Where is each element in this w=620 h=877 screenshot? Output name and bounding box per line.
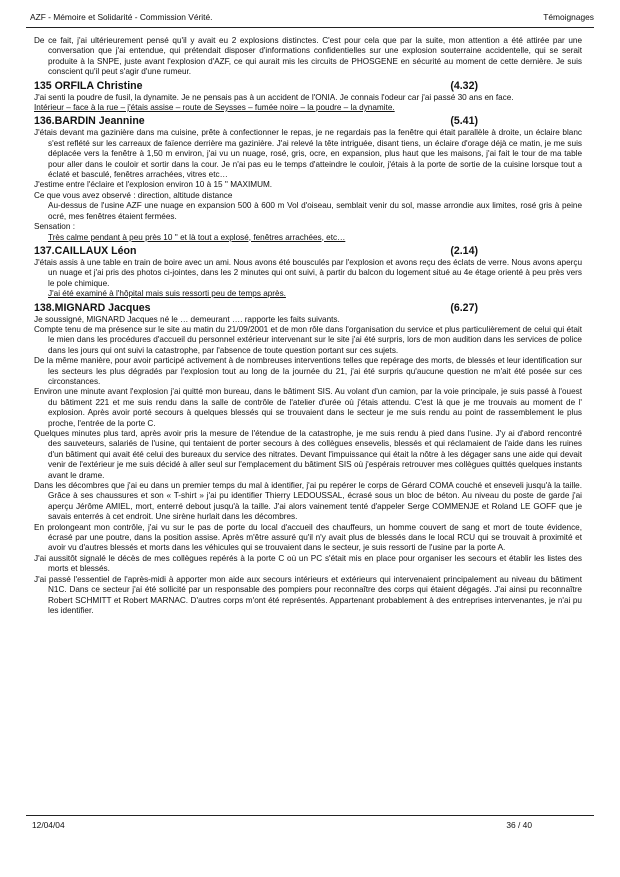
- entry-138-heading: [34, 302, 582, 315]
- header-title: AZF - Mémoire et Solidarité - Commission Vérité.: [30, 12, 213, 22]
- entry-name: 136.BARDIN Jeannine: [34, 115, 145, 128]
- entry-135-summary: Intérieur – face à la rue – j'étais assise – route de Seysses – fumée noire – la poudre – la dynamite.: [34, 103, 395, 113]
- entry-136-estimate: J'estime entre l'éclaire et l'explosion environ 10 à 15 '' MAXIMUM.: [34, 180, 273, 190]
- document-body: [34, 36, 582, 616]
- header-section: Témoignages: [543, 12, 594, 22]
- entry-138-paragraph: Compte tenu de ma présence sur le site au matin du 21/09/2001 et de mon rôle dans l'organisation du service et plus particulièrement de celui qui était le mien dans les procédures d'accueil du personnel extérieur intervenant sur le site j'ai été surpris, lors de mon audition dans les services de police dans les jours qui ont suivi la catastrophe, par l'absence de toute question portant sur ces sujets.: [34, 324, 582, 355]
- entry-136-sensation: Très calme pendant à peu près 10 '' et là tout a explosé, fenêtres arrachées, etc…: [48, 232, 346, 242]
- entry-137-heading: [34, 245, 582, 258]
- page-number: 36 / 40: [506, 820, 532, 830]
- entry-name: 135 ORFILA Christine: [34, 79, 143, 92]
- entry-score: (2.14): [450, 244, 478, 257]
- entry-score: (4.32): [450, 79, 478, 92]
- intro-paragraph: De ce fait, j'ai ultérieurement pensé qu'il y avait eu 2 explosions distinctes. C'est pour cela que par la suite, mon attention a été attirée par une conversation que j'ai entendue, qui prétendait disposer d'informations confidentielles sur une explosion souterraine accidentelle, qui se serait produite à la SNPE, juste avant l'explosion d'AZF, ce qui aurait mis les circuits de PHOSGENE en sécurité au moment de cette dernière. Je suis conscient qu'il peut s'agir d'une rumeur.: [34, 36, 582, 77]
- footer-date: 12/04/04: [32, 820, 65, 830]
- entry-score: (5.41): [450, 115, 478, 128]
- page-header: [26, 11, 594, 25]
- entry-136-text: J'étais devant ma gazinière dans ma cuisine, prête à confectionner le repas, je ne regardais pas la fenêtre qui était parallèle à droite, un éclaire blanc s'est reflété sur les carreaux de faïence derrière ma gazinière. J'ai relevé la tête intriguée, disant tiens, un éclaire d'orage déjà ce matin, je me suis déplacée vers la fenêtre à 1,50 m environ, j'ai vu un nuage, rosé, gris, ocre, en expansion, plus haut que les maisons, j'ai fait le tour de ma table pour aller dans le couloir et sortir dans la cour. Je n'ai pas eu le temps d'atteindre le couloir, j'étais à la porte de sortie de la cuisine lorsque tout a éclaté et basculé, fenêtres arrachées, vitres etc…: [34, 128, 582, 180]
- entry-136-observation: Au-dessus de l'usine AZF une nuage en expansion 500 à 600 m Vol d'oiseau, semblait venir du sol, masse arrondie aux limites, rosé gris à peine ocré, mes fenêtres étaient fermées.: [48, 201, 582, 221]
- entry-name: 138.MIGNARD Jacques: [34, 301, 151, 314]
- footer-rule: [26, 815, 594, 816]
- entry-135-text: J'ai senti la poudre de fusil, la dynamite. Je ne pensais pas à un accident de l'ONIA. Je connais l'odeur car j'ai passé 30 ans en face.: [34, 92, 514, 102]
- header-rule: [26, 27, 594, 28]
- entry-137-text: J'étais assis à une table en train de boire avec un ami. Nous avons été bousculés par l'explosion et avons reçu des éclats de verre. Nous avons aperçu un nuage et j'ai pris des photos ci-jointes, dans les 2 minutes qui ont suivi, à partir du balcon du logement situé au 4e étage orienté à peu près vers le pole chimique.: [34, 257, 582, 288]
- entry-136-sensation-label: Sensation :: [34, 222, 75, 232]
- entry-138-paragraph: J'ai passé l'essentiel de l'après-midi à apporter mon aide aux secours intérieurs et extérieurs qui intervenaient principalement au niveau du bâtiment N1C. Dans ce secteur j'ai été sollicité par un responsable des pompiers pour reconnaître des corps qui étaient dégagés. J'ai ainsi pu reconnaître Robert SCHMITT et Robert MARNAC. D'autres corps m'ont été représentés. Appartenant probablement à des entreprises intervenantes, je n'ai pu les identifier.: [34, 574, 582, 615]
- entry-138-paragraph: De la même manière, pour avoir participé activement à de nombreuses interventions telles que repérage des morts, de blessés et leur identification sur les secteurs les plus dégradés par l'explosion tout au long de la journée du 21, j'ai été surpris qu'aucune question ne m'ait été posée sur ces circonstances.: [34, 356, 582, 386]
- entry-136-heading: [34, 115, 582, 128]
- entry-138-paragraph: Environ une minute avant l'explosion j'ai quitté mon bureau, dans le bâtiment SIS. Au volant d'un camion, par la voie principale, je suis passé à l'ouest du bâtiment 221 et me suis rendu dans la salle de contrôle de l'atelier d'urée où j'étais attendu. C'est là que je me trouvais au moment de l' explosion. Après avoir porté secours à quelques blessés qui se trouvaient dans le secteur je me suis rendu au point de rassemblement le plus proche, l'entrée de la porte C.: [34, 387, 582, 428]
- entry-138-paragraph: En prolongeant mon contrôle, j'ai vu sur le pas de porte du local d'accueil des chauffeurs, un homme couvert de sang et mort de toute évidence, écrasé par une poutre, dans la position assise. Après m'être assuré qu'il n'y avait plus de blessés dans le local RCU qui se trouvait à proximité et avoir vu d'autres blessés et morts dans les véhicules qui se trouvaient dans le secteur, je suis ressorti de l'usine par la porte A.: [34, 522, 582, 553]
- entry-138-paragraph: J'ai aussitôt signalé le décès de mes collègues repérés à la porte C où un PC s'était mis en place pour organiser les secours et établir les listes des morts et blessés.: [34, 553, 582, 574]
- entry-138-paragraph: Dans les décombres que j'ai eu dans un premier temps du mal à identifier, j'ai pu repérer le corps de Gérard COMA couché et enseveli jusqu'à la taille. Grâce à ses chaussures et son « T-shirt » j'ai pu identifier Thierry LEDOUSSAL, écrasé sous un bloc de béton. Au niveau du poste de garde j'ai aperçu Jérôme AMIEL, mort, enterré debout jusqu'à la taille. J'ai alors vainement tenté d'appeler Serge COMMENJE et Roland LE GOFF que je savais enterrés à cet endroit. Une sirène hurlait dans les décombres.: [34, 481, 582, 522]
- entry-136-question: Ce que vous avez observé : direction, altitude distance: [34, 190, 233, 200]
- entry-name: 137.CAILLAUX Léon: [34, 244, 137, 257]
- entry-score: (6.27): [450, 301, 478, 314]
- entry-138-paragraph: Je soussigné, MIGNARD Jacques né le … demeurant …. rapporte les faits suivants.: [34, 314, 340, 324]
- entry-138-paragraph: Quelques minutes plus tard, après avoir pris la mesure de l'étendue de la catastrophe, je me suis rendu à pied dans l'usine. J'y ai d'abord rencontré des sauveteurs, salariés de l'usine, qui tentaient de porter secours à des collègues ensevelis, blessés et qui réclamaient de l'aide dans les ruines d'un bâtiment qui avait été celui des bureaux du service des nitrates. Devant l'impuissance qui était la nôtre à les dégager sans une aide qui devait venir de l'extérieur je me suis décidé à aller seul sur l'emplacement du bâtiment SIS où j'espérais retrouver mes collègues quittés quelques instants avant le drame.: [34, 429, 582, 480]
- entry-137-note: J'ai été examiné à l'hôpital mais suis ressorti peu de temps après.: [48, 289, 286, 299]
- entry-135-heading: [34, 80, 582, 93]
